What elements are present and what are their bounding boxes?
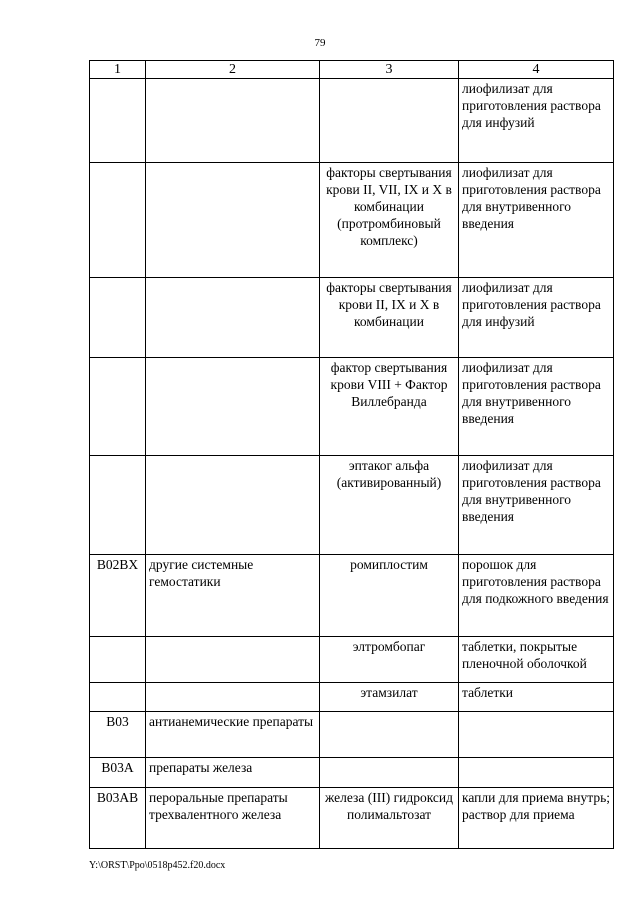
table-row [90,712,614,758]
substance-cell [320,79,459,163]
substance-cell [320,758,459,788]
dosage-form-cell: таблетки, покрытые пленочной оболочкой [459,637,614,683]
table-row [90,358,614,456]
atc-code-cell [90,456,146,555]
column-header: 2 [146,61,320,79]
dosage-form-cell [459,758,614,788]
substance-cell: фактор свертывания крови VIII + Фактор Виллебранда [320,358,459,456]
drug-table [89,60,614,849]
group-cell [146,79,320,163]
table-row [90,758,614,788]
atc-code-cell: B02BX [90,555,146,637]
group-cell: пероральные препараты трехвалентного железа [146,788,320,849]
dosage-form-cell: лиофилизат для приготовления раствора для внутривенного введения [459,358,614,456]
atc-code-cell [90,278,146,358]
column-header: 1 [90,61,146,79]
table-row [90,788,614,849]
column-header: 3 [320,61,459,79]
substance-cell: элтромбопаг [320,637,459,683]
substance-cell: железа (III) гидроксид полимальтозат [320,788,459,849]
substance-cell: эптаког альфа (активированный) [320,456,459,555]
file-path-footer: Y:\ORST\Ppo\0518p452.f20.docx [89,860,226,871]
group-cell [146,278,320,358]
dosage-form-cell [459,712,614,758]
atc-code-cell [90,79,146,163]
table-row [90,278,614,358]
substance-cell: факторы свертывания крови II, IX и X в комбинации [320,278,459,358]
dosage-form-cell: порошок для приготовления раствора для подкожного введения [459,555,614,637]
dosage-form-cell: таблетки [459,683,614,712]
substance-cell [320,712,459,758]
substance-cell: ромиплостим [320,555,459,637]
group-cell [146,637,320,683]
table-header-row [90,61,614,79]
atc-code-cell [90,358,146,456]
atc-code-cell: B03A [90,758,146,788]
atc-code-cell: B03AB [90,788,146,849]
group-cell [146,456,320,555]
atc-code-cell [90,163,146,278]
atc-code-cell [90,683,146,712]
atc-code-cell: B03 [90,712,146,758]
table-row [90,637,614,683]
dosage-form-cell: лиофилизат для приготовления раствора для инфузий [459,79,614,163]
group-cell [146,683,320,712]
group-cell [146,358,320,456]
dosage-form-cell: лиофилизат для приготовления раствора для инфузий [459,278,614,358]
table-row [90,163,614,278]
atc-code-cell [90,637,146,683]
dosage-form-cell: капли для приема внутрь; раствор для приема [459,788,614,849]
substance-cell: факторы свертывания крови II, VII, IX и X в комбинации (протромбиновый комплекс) [320,163,459,278]
group-cell: антианемические препараты [146,712,320,758]
dosage-form-cell: лиофилизат для приготовления раствора для внутривенного введения [459,456,614,555]
substance-cell: этамзилат [320,683,459,712]
page-number: 79 [314,37,326,49]
table-row [90,683,614,712]
column-header: 4 [459,61,614,79]
table-row [90,555,614,637]
group-cell: другие системные гемостатики [146,555,320,637]
dosage-form-cell: лиофилизат для приготовления раствора для внутривенного введения [459,163,614,278]
group-cell [146,163,320,278]
table-row [90,79,614,163]
group-cell: препараты железа [146,758,320,788]
table-row [90,456,614,555]
